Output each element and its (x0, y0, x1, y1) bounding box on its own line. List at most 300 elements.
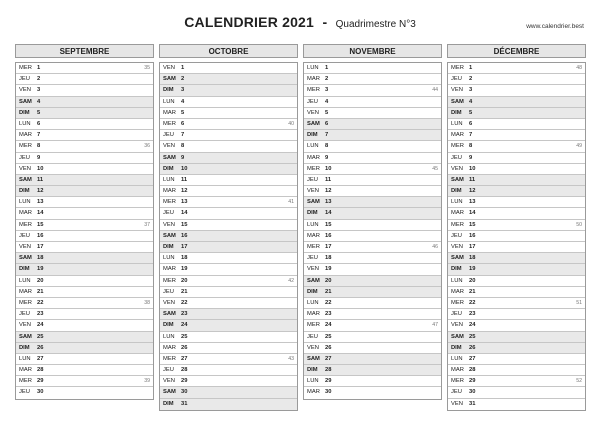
day-name: SAM (19, 98, 32, 105)
day-row (448, 354, 585, 365)
day-row (160, 332, 297, 343)
calendar-subtitle: Quadrimestre N°3 (335, 19, 416, 30)
day-name: LUN (307, 299, 319, 306)
day-row (160, 153, 297, 164)
day-row (304, 119, 441, 130)
day-row (448, 231, 585, 242)
day-name: MAR (19, 367, 32, 374)
day-row (16, 220, 153, 231)
day-row (448, 197, 585, 208)
week-number: 42 (288, 277, 294, 284)
day-number: 16 (181, 232, 188, 239)
day-name: DIM (451, 266, 462, 273)
day-row (304, 320, 441, 331)
day-name: VEN (163, 299, 175, 306)
day-number: 19 (181, 266, 188, 273)
day-row (16, 175, 153, 186)
day-number: 29 (37, 378, 44, 385)
day-row (304, 63, 441, 74)
day-row (304, 287, 441, 298)
day-row (160, 242, 297, 253)
day-number: 13 (469, 199, 476, 206)
day-number: 11 (37, 176, 44, 183)
day-number: 15 (37, 221, 44, 228)
day-name: DIM (451, 188, 462, 195)
day-row (304, 97, 441, 108)
day-row (160, 276, 297, 287)
day-row (16, 343, 153, 354)
day-number: 28 (37, 367, 44, 374)
day-name: JEU (19, 76, 30, 83)
day-name: DIM (163, 400, 174, 407)
day-number: 3 (469, 87, 473, 94)
day-number: 10 (181, 165, 188, 172)
day-row (16, 197, 153, 208)
day-number: 14 (325, 210, 332, 217)
day-row (448, 63, 585, 74)
day-row (304, 141, 441, 152)
week-number: 38 (144, 299, 150, 306)
day-name: LUN (19, 120, 31, 127)
day-name: JEU (307, 255, 318, 262)
day-number: 7 (37, 132, 41, 139)
day-name: LUN (451, 277, 463, 284)
day-row (448, 376, 585, 387)
day-row (160, 264, 297, 275)
day-row (448, 97, 585, 108)
day-name: MAR (307, 76, 320, 83)
week-number: 37 (144, 221, 150, 228)
day-name: SAM (163, 311, 176, 318)
day-name: MAR (451, 210, 464, 217)
day-name: LUN (451, 120, 463, 127)
day-name: LUN (163, 176, 175, 183)
day-name: VEN (19, 165, 31, 172)
day-row (160, 63, 297, 74)
day-number: 24 (37, 322, 44, 329)
week-number: 51 (576, 299, 582, 306)
day-row (304, 153, 441, 164)
day-number: 13 (325, 199, 332, 206)
week-number: 41 (288, 199, 294, 206)
day-number: 15 (181, 221, 188, 228)
day-name: JEU (307, 176, 318, 183)
month-november (303, 44, 442, 400)
day-row (160, 197, 297, 208)
day-number: 17 (37, 244, 44, 250)
day-number: 1 (325, 65, 329, 71)
day-row (16, 287, 153, 298)
day-number: 22 (181, 299, 188, 306)
day-name: VEN (163, 221, 175, 228)
day-number: 24 (181, 322, 188, 329)
day-row (304, 332, 441, 343)
day-name: MER (451, 65, 464, 71)
day-number: 8 (181, 143, 185, 150)
day-number: 29 (325, 378, 332, 385)
day-number: 18 (469, 255, 476, 262)
day-number: 27 (469, 355, 476, 362)
month-header: SEPTEMBRE (15, 44, 154, 58)
week-number: 52 (576, 378, 582, 385)
day-row (16, 365, 153, 376)
day-row (304, 85, 441, 96)
day-number: 6 (181, 120, 185, 127)
day-name: SAM (307, 355, 320, 362)
day-number: 22 (325, 299, 332, 306)
day-number: 14 (37, 210, 44, 217)
day-row (16, 387, 153, 398)
day-name: JEU (307, 98, 318, 105)
day-number: 26 (181, 344, 188, 351)
day-row (448, 130, 585, 141)
day-row (448, 343, 585, 354)
day-name: LUN (307, 65, 319, 71)
day-number: 11 (181, 176, 188, 183)
month-days (447, 62, 586, 411)
day-name: VEN (163, 65, 175, 71)
day-number: 2 (37, 76, 41, 83)
day-number: 4 (325, 98, 329, 105)
day-name: SAM (307, 277, 320, 284)
day-row (16, 108, 153, 119)
day-number: 1 (181, 65, 185, 71)
day-name: MER (307, 244, 320, 250)
day-number: 30 (37, 389, 44, 396)
day-row (160, 298, 297, 309)
day-row (304, 376, 441, 387)
page-title (0, 14, 600, 32)
day-number: 16 (469, 232, 476, 239)
day-row (448, 399, 585, 410)
day-name: VEN (307, 344, 319, 351)
day-row (160, 253, 297, 264)
day-row (448, 242, 585, 253)
day-row (16, 208, 153, 219)
day-number: 30 (181, 389, 188, 396)
day-number: 4 (181, 98, 185, 105)
day-row (304, 208, 441, 219)
day-row (448, 309, 585, 320)
day-number: 2 (325, 76, 329, 83)
day-name: SAM (451, 333, 464, 340)
day-name: MAR (451, 132, 464, 139)
day-row (304, 130, 441, 141)
day-number: 21 (469, 288, 476, 295)
day-row (16, 186, 153, 197)
day-number: 31 (469, 400, 476, 407)
day-name: SAM (451, 255, 464, 262)
day-name: JEU (451, 232, 462, 239)
day-number: 21 (37, 288, 44, 295)
day-name: VEN (19, 322, 31, 329)
week-number: 47 (432, 322, 438, 329)
day-row (448, 332, 585, 343)
day-row (160, 108, 297, 119)
day-row (16, 298, 153, 309)
day-name: VEN (307, 109, 319, 116)
day-name: SAM (163, 154, 176, 161)
day-name: LUN (19, 199, 31, 206)
day-row (160, 343, 297, 354)
day-number: 22 (469, 299, 476, 306)
day-row (160, 208, 297, 219)
day-name: MER (451, 299, 464, 306)
day-name: VEN (163, 378, 175, 385)
day-number: 23 (37, 311, 44, 318)
day-number: 19 (37, 266, 44, 273)
day-name: SAM (163, 389, 176, 396)
week-number: 48 (576, 65, 582, 71)
day-row (304, 387, 441, 398)
day-row (16, 141, 153, 152)
day-number: 11 (469, 176, 476, 183)
day-name: SAM (451, 176, 464, 183)
day-name: VEN (451, 165, 463, 172)
week-number: 44 (432, 87, 438, 94)
day-number: 6 (325, 120, 329, 127)
day-name: VEN (451, 87, 463, 94)
day-row (304, 220, 441, 231)
day-number: 29 (469, 378, 476, 385)
day-number: 25 (469, 333, 476, 340)
month-september (15, 44, 154, 400)
day-row (304, 242, 441, 253)
day-name: SAM (19, 176, 32, 183)
day-name: DIM (19, 188, 30, 195)
day-name: DIM (307, 367, 318, 374)
calendar-title: CALENDRIER 2021 (184, 14, 315, 30)
day-number: 23 (325, 311, 332, 318)
day-name: MAR (307, 311, 320, 318)
day-row (448, 320, 585, 331)
week-number: 35 (144, 65, 150, 71)
day-name: MER (19, 65, 32, 71)
day-number: 28 (181, 367, 188, 374)
day-row (448, 220, 585, 231)
day-row (16, 119, 153, 130)
day-row (304, 309, 441, 320)
day-number: 27 (181, 355, 188, 362)
day-name: MER (163, 120, 176, 127)
day-name: MAR (307, 389, 320, 396)
day-row (160, 309, 297, 320)
month-december (447, 44, 586, 411)
day-number: 10 (37, 165, 44, 172)
day-name: LUN (163, 333, 175, 340)
day-row (160, 376, 297, 387)
day-name: SAM (307, 199, 320, 206)
week-number: 46 (432, 244, 438, 250)
day-name: JEU (19, 389, 30, 396)
day-number: 5 (469, 109, 473, 116)
day-row (16, 354, 153, 365)
day-number: 15 (469, 221, 476, 228)
day-name: VEN (307, 188, 319, 195)
day-row (160, 175, 297, 186)
day-name: DIM (307, 132, 318, 139)
day-number: 2 (181, 76, 185, 83)
day-row (448, 164, 585, 175)
day-name: DIM (307, 288, 318, 295)
day-name: DIM (163, 87, 174, 94)
day-name: JEU (163, 288, 174, 295)
day-name: LUN (163, 98, 175, 105)
week-number: 45 (432, 165, 438, 172)
day-name: SAM (163, 232, 176, 239)
day-number: 25 (181, 333, 188, 340)
day-row (16, 231, 153, 242)
day-name: LUN (19, 277, 31, 284)
day-number: 7 (181, 132, 185, 139)
day-number: 20 (181, 277, 188, 284)
day-row (304, 164, 441, 175)
day-number: 10 (469, 165, 476, 172)
day-row (16, 320, 153, 331)
day-number: 19 (469, 266, 476, 273)
day-number: 26 (37, 344, 44, 351)
day-row (160, 74, 297, 85)
day-row (448, 186, 585, 197)
day-name: MER (307, 87, 320, 94)
day-name: VEN (19, 244, 31, 250)
day-name: MER (19, 378, 32, 385)
day-number: 3 (181, 87, 185, 94)
day-row (160, 97, 297, 108)
day-row (160, 399, 297, 410)
day-name: MAR (19, 210, 32, 217)
month-october (159, 44, 298, 411)
day-number: 31 (181, 400, 188, 407)
day-number: 27 (325, 355, 332, 362)
day-name: MAR (163, 109, 176, 116)
day-number: 22 (37, 299, 44, 306)
day-row (448, 287, 585, 298)
day-name: JEU (19, 154, 30, 161)
day-row (160, 320, 297, 331)
day-number: 13 (37, 199, 44, 206)
day-row (448, 387, 585, 398)
day-name: MER (451, 143, 464, 150)
day-name: JEU (307, 333, 318, 340)
day-name: MAR (451, 367, 464, 374)
day-row (16, 153, 153, 164)
day-number: 17 (325, 244, 332, 250)
day-number: 21 (181, 288, 188, 295)
day-name: JEU (163, 367, 174, 374)
day-name: DIM (451, 109, 462, 116)
day-row (16, 85, 153, 96)
day-row (160, 141, 297, 152)
day-number: 4 (37, 98, 41, 105)
day-row (16, 332, 153, 343)
day-number: 12 (469, 188, 476, 195)
day-name: MAR (451, 288, 464, 295)
title-separator: - (322, 14, 328, 30)
day-number: 6 (37, 120, 41, 127)
day-number: 5 (37, 109, 41, 116)
day-number: 12 (37, 188, 44, 195)
day-row (304, 264, 441, 275)
day-row (160, 119, 297, 130)
day-number: 11 (325, 176, 332, 183)
day-number: 1 (37, 65, 41, 71)
day-name: MER (451, 221, 464, 228)
day-name: LUN (451, 355, 463, 362)
month-header: DÉCEMBRE (447, 44, 586, 58)
day-row (160, 164, 297, 175)
day-number: 18 (325, 255, 332, 262)
day-row (304, 74, 441, 85)
day-number: 25 (325, 333, 332, 340)
day-name: MAR (163, 188, 176, 195)
day-number: 18 (181, 255, 188, 262)
day-row (304, 343, 441, 354)
day-name: MER (163, 277, 176, 284)
day-row (16, 264, 153, 275)
day-number: 5 (325, 109, 329, 116)
day-number: 8 (37, 143, 41, 150)
day-number: 23 (469, 311, 476, 318)
day-number: 6 (469, 120, 473, 127)
day-row (304, 108, 441, 119)
day-name: MER (19, 221, 32, 228)
week-number: 40 (288, 120, 294, 127)
day-name: JEU (451, 389, 462, 396)
day-row (448, 141, 585, 152)
week-number: 50 (576, 221, 582, 228)
day-number: 24 (469, 322, 476, 329)
day-name: VEN (451, 322, 463, 329)
day-number: 18 (37, 255, 44, 262)
day-name: DIM (451, 344, 462, 351)
day-row (304, 354, 441, 365)
day-number: 14 (469, 210, 476, 217)
day-name: LUN (307, 143, 319, 150)
day-number: 3 (37, 87, 41, 94)
day-number: 8 (469, 143, 473, 150)
day-name: DIM (163, 244, 174, 250)
day-name: SAM (451, 98, 464, 105)
day-name: DIM (19, 109, 30, 116)
day-row (304, 253, 441, 264)
day-number: 9 (325, 154, 329, 161)
day-name: JEU (19, 311, 30, 318)
day-row (16, 74, 153, 85)
day-number: 7 (469, 132, 473, 139)
day-number: 29 (181, 378, 188, 385)
day-row (160, 354, 297, 365)
day-number: 19 (325, 266, 332, 273)
day-number: 16 (37, 232, 44, 239)
day-number: 5 (181, 109, 185, 116)
month-days (15, 62, 154, 400)
day-row (160, 85, 297, 96)
day-row (16, 309, 153, 320)
day-row (16, 253, 153, 264)
day-row (448, 298, 585, 309)
day-row (448, 253, 585, 264)
day-name: VEN (19, 87, 31, 94)
day-row (160, 130, 297, 141)
day-number: 1 (469, 65, 473, 71)
day-row (304, 365, 441, 376)
day-name: LUN (451, 199, 463, 206)
day-row (160, 287, 297, 298)
day-number: 4 (469, 98, 473, 105)
day-name: SAM (19, 333, 32, 340)
week-number: 43 (288, 355, 294, 362)
